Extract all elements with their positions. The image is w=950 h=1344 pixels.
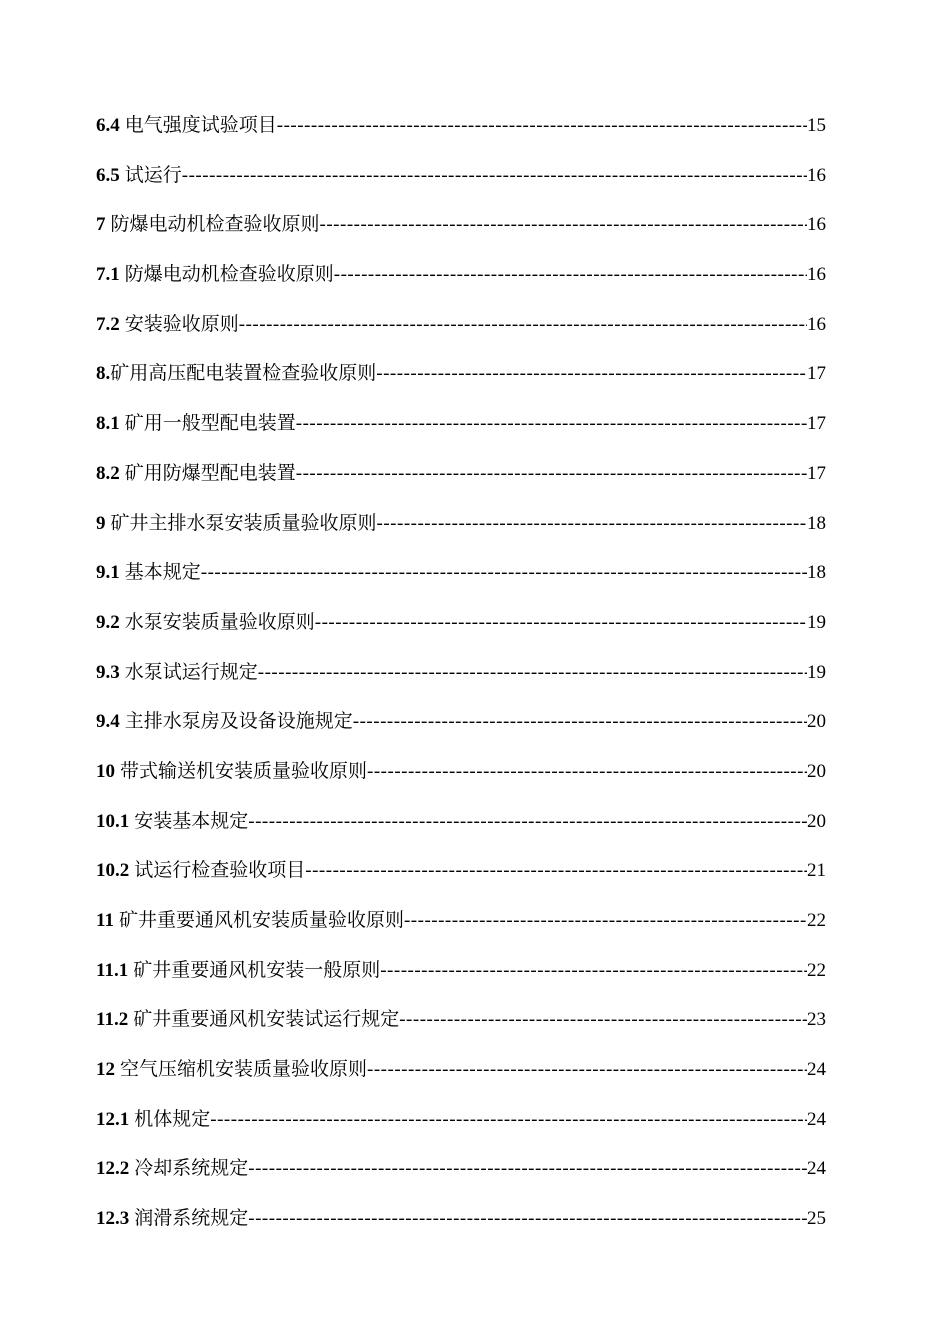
toc-leader <box>367 1055 807 1085</box>
toc-title: 矿井重要通风机安装一般原则 <box>133 958 381 981</box>
toc-leader <box>210 1105 807 1135</box>
toc-title: 矿用一般型配电装置 <box>124 412 296 435</box>
toc-entry[interactable] <box>96 309 826 359</box>
toc-title: 矿井重要通风机安装质量验收原则 <box>118 909 404 931</box>
toc-entry[interactable] <box>96 706 826 756</box>
toc-title: 试运行 <box>124 163 182 186</box>
toc-number: 8.1 <box>96 413 120 435</box>
toc-entry[interactable] <box>96 806 826 856</box>
toc-page-number: 17 <box>807 462 826 484</box>
toc-page-number: 24 <box>807 1158 826 1180</box>
toc-page-number: 20 <box>807 810 826 832</box>
toc-number: 9.2 <box>96 611 120 633</box>
toc-page-number: 20 <box>807 760 826 782</box>
toc-page-number: 24 <box>807 1059 826 1081</box>
toc-leader <box>320 210 807 240</box>
toc-page-number: 17 <box>807 363 826 385</box>
toc-title: 安装验收原则 <box>124 312 239 335</box>
toc-number: 12.3 <box>96 1208 130 1230</box>
toc-title: 基本规定 <box>124 561 201 584</box>
toc-leader <box>239 310 807 340</box>
toc-title: 冷却系统规定 <box>134 1157 249 1180</box>
toc-leader <box>367 757 807 787</box>
toc-title: 电气强度试验项目 <box>124 114 277 136</box>
toc-entry[interactable] <box>96 1153 826 1203</box>
toc-entry[interactable] <box>96 160 826 210</box>
toc-leader <box>296 409 807 439</box>
toc-page-number: 21 <box>807 860 826 882</box>
toc-number: 12.1 <box>96 1108 130 1130</box>
toc-number: 9.4 <box>96 711 120 733</box>
toc-number: 10.1 <box>96 810 130 832</box>
toc-entry[interactable] <box>96 1054 826 1104</box>
toc-number: 9.1 <box>96 562 120 584</box>
toc-leader <box>334 260 807 290</box>
toc-entry[interactable] <box>96 955 826 1005</box>
toc-leader <box>353 707 807 737</box>
toc-entry[interactable] <box>96 408 826 458</box>
toc-page-number: 25 <box>807 1208 826 1230</box>
toc-title: 带式输送机安装质量验收原则 <box>120 759 368 782</box>
toc-leader <box>258 658 807 688</box>
toc-number: 11 <box>96 910 114 931</box>
toc-leader <box>376 359 807 389</box>
toc-entry[interactable] <box>96 458 826 508</box>
toc-page-number: 24 <box>807 1108 826 1130</box>
toc-number: 11.1 <box>96 959 129 981</box>
toc-page-number: 16 <box>807 164 826 186</box>
toc-number: 8.2 <box>96 462 120 484</box>
toc-number: 9 <box>96 512 106 534</box>
toc-page-number: 17 <box>807 413 826 435</box>
toc-leader <box>201 558 807 588</box>
toc-leader <box>377 509 807 539</box>
table-of-contents <box>96 110 826 1253</box>
toc-page-number: 16 <box>807 313 826 335</box>
toc-title: 矿井主排水泵安装质量验收原则 <box>110 511 377 534</box>
toc-title: 润滑系统规定 <box>134 1207 249 1230</box>
toc-number: 7.2 <box>96 313 120 335</box>
toc-title: 主排水泵房及设备设施规定 <box>124 710 353 733</box>
toc-page-number: 15 <box>807 115 826 136</box>
toc-entry[interactable] <box>96 855 826 905</box>
toc-number: 7 <box>96 214 106 236</box>
toc-leader <box>248 1204 807 1234</box>
toc-entry[interactable] <box>96 110 826 160</box>
toc-entry[interactable] <box>96 209 826 259</box>
toc-page-number: 23 <box>807 1009 826 1031</box>
toc-entry[interactable] <box>96 1203 826 1253</box>
toc-page-number: 20 <box>807 711 826 733</box>
toc-entry[interactable] <box>96 607 826 657</box>
toc-title: 安装基本规定 <box>134 809 249 832</box>
toc-leader <box>182 161 807 191</box>
toc-entry[interactable] <box>96 259 826 309</box>
toc-entry[interactable] <box>96 756 826 806</box>
toc-title: 防爆电动机检查验收原则 <box>110 213 320 236</box>
toc-page-number: 16 <box>807 214 826 236</box>
toc-page-number: 18 <box>807 512 826 534</box>
toc-leader <box>248 1154 807 1184</box>
toc-title: 机体规定 <box>134 1107 211 1130</box>
toc-title: 水泵试运行规定 <box>124 660 258 683</box>
toc-number: 10.2 <box>96 860 130 882</box>
toc-title: 试运行检查验收项目 <box>134 859 306 882</box>
toc-page-number: 18 <box>807 562 826 584</box>
toc-leader <box>380 956 807 986</box>
toc-leader <box>305 856 807 886</box>
toc-title: 水泵安装质量验收原则 <box>124 610 315 633</box>
toc-number: 9.3 <box>96 661 120 683</box>
toc-leader <box>404 906 807 936</box>
toc-page-number: 22 <box>807 910 826 931</box>
toc-entry[interactable] <box>96 1104 826 1154</box>
toc-entry[interactable] <box>96 557 826 607</box>
toc-leader <box>248 807 807 837</box>
toc-leader <box>296 459 807 489</box>
toc-number: 6.5 <box>96 164 120 186</box>
toc-entry[interactable] <box>96 358 826 408</box>
toc-title: 防爆电动机检查验收原则 <box>124 263 334 286</box>
toc-page-number: 22 <box>807 959 826 981</box>
toc-number: 10 <box>96 760 115 782</box>
toc-number: 11.2 <box>96 1009 129 1031</box>
toc-entry[interactable] <box>96 1004 826 1054</box>
toc-number: 12.2 <box>96 1158 130 1180</box>
toc-entry[interactable] <box>96 905 826 955</box>
toc-title: 空气压缩机安装质量验收原则 <box>120 1058 368 1081</box>
toc-leader <box>399 1005 807 1035</box>
toc-number: 8. <box>96 363 111 385</box>
toc-title: 矿井重要通风机安装试运行规定 <box>133 1008 400 1031</box>
toc-number: 7.1 <box>96 264 120 286</box>
toc-title: 矿用高压配电装置检查验收原则 <box>110 362 377 385</box>
toc-leader <box>315 608 807 638</box>
toc-leader <box>277 111 807 141</box>
toc-entry[interactable] <box>96 508 826 558</box>
toc-number: 12 <box>96 1059 115 1081</box>
toc-page-number: 19 <box>807 661 826 683</box>
toc-number: 6.4 <box>96 115 120 136</box>
toc-page-number: 19 <box>807 611 826 633</box>
toc-page-number: 16 <box>807 264 826 286</box>
toc-entry[interactable] <box>96 657 826 707</box>
toc-title: 矿用防爆型配电装置 <box>124 461 296 484</box>
